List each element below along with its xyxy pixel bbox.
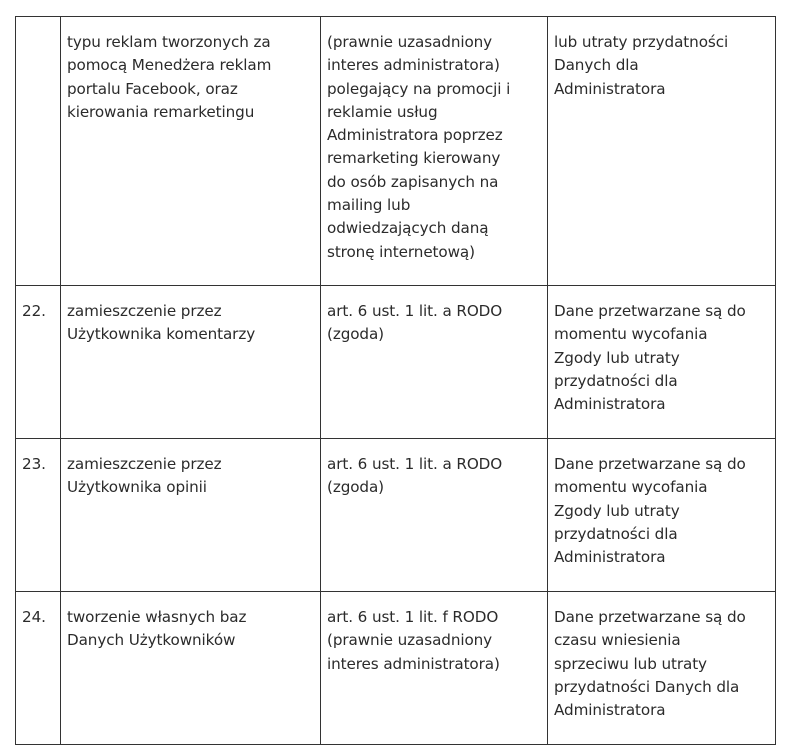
text-line: momentu wycofania <box>554 325 708 344</box>
legal-basis-cell <box>321 17 548 286</box>
text-line: (prawnie uzasadniony <box>327 631 493 650</box>
text-line: Użytkownika opinii <box>67 478 207 497</box>
text-line: zamieszczenie przez <box>67 455 222 473</box>
text-line: portalu Facebook, oraz <box>67 79 238 98</box>
text-line: typu reklam tworzonych za <box>67 33 271 51</box>
text-line: zamieszczenie przez <box>67 302 222 320</box>
row-number <box>16 17 61 286</box>
text-line: polegający na promocji i <box>327 79 511 98</box>
legal-basis-cell <box>321 592 548 745</box>
table-row <box>16 17 776 286</box>
table-row <box>16 439 776 592</box>
text-line: pomocą Menedżera reklam <box>67 56 272 75</box>
text-line: stronę internetową) <box>327 242 475 261</box>
text-line: Administratora poprzez <box>327 126 503 145</box>
legal-basis-cell <box>321 286 548 439</box>
text-line: mailing lub <box>327 196 411 215</box>
text-line: (zgoda) <box>327 325 385 344</box>
text-line: (prawnie uzasadniony <box>327 33 493 51</box>
text-line: Dane przetwarzane są do <box>554 302 746 320</box>
text-line: przydatności Danych dla <box>554 677 740 696</box>
retention-period-cell <box>548 286 776 439</box>
row-number: 23. <box>16 439 61 592</box>
text-line: remarketing kierowany <box>327 149 501 168</box>
text-line: Zgody lub utraty <box>554 501 680 520</box>
text-line: art. 6 ust. 1 lit. f RODO <box>327 608 499 626</box>
text-line: interes administratora) <box>327 654 500 673</box>
text-line: Danych Użytkowników <box>67 631 236 650</box>
text-line: reklamie usług <box>327 102 438 121</box>
text-line: przydatności dla <box>554 524 678 543</box>
table-row <box>16 286 776 439</box>
row-number: 24. <box>16 592 61 745</box>
text-line: sprzeciwu lub utraty <box>554 654 707 673</box>
table-row <box>16 592 776 745</box>
text-line: momentu wycofania <box>554 478 708 497</box>
text-line: art. 6 ust. 1 lit. a RODO <box>327 455 503 473</box>
text-line: Administratora <box>554 395 666 414</box>
data-processing-table <box>15 16 776 745</box>
text-line: czasu wniesienia <box>554 631 681 650</box>
text-line: Administratora <box>554 79 666 98</box>
text-line: Danych dla <box>554 56 639 75</box>
retention-period-cell <box>548 17 776 286</box>
text-line: lub utraty przydatności <box>554 33 729 51</box>
text-line: Administratora <box>554 548 666 567</box>
text-line: Administratora <box>554 701 666 720</box>
purpose-cell <box>61 286 321 439</box>
text-line: Dane przetwarzane są do <box>554 455 746 473</box>
row-number: 22. <box>16 286 61 439</box>
text-line: interes administratora) <box>327 56 500 75</box>
text-line: art. 6 ust. 1 lit. a RODO <box>327 302 503 320</box>
purpose-cell <box>61 439 321 592</box>
text-line: kierowania remarketingu <box>67 102 255 121</box>
text-line: odwiedzających daną <box>327 219 489 238</box>
purpose-cell <box>61 17 321 286</box>
text-line: tworzenie własnych baz <box>67 608 247 626</box>
text-line: do osób zapisanych na <box>327 172 499 191</box>
retention-period-cell <box>548 592 776 745</box>
retention-period-cell <box>548 439 776 592</box>
legal-basis-cell <box>321 439 548 592</box>
purpose-cell <box>61 592 321 745</box>
text-line: Zgody lub utraty <box>554 348 680 367</box>
text-line: (zgoda) <box>327 478 385 497</box>
text-line: Użytkownika komentarzy <box>67 325 256 344</box>
text-line: Dane przetwarzane są do <box>554 608 746 626</box>
text-line: przydatności dla <box>554 371 678 390</box>
